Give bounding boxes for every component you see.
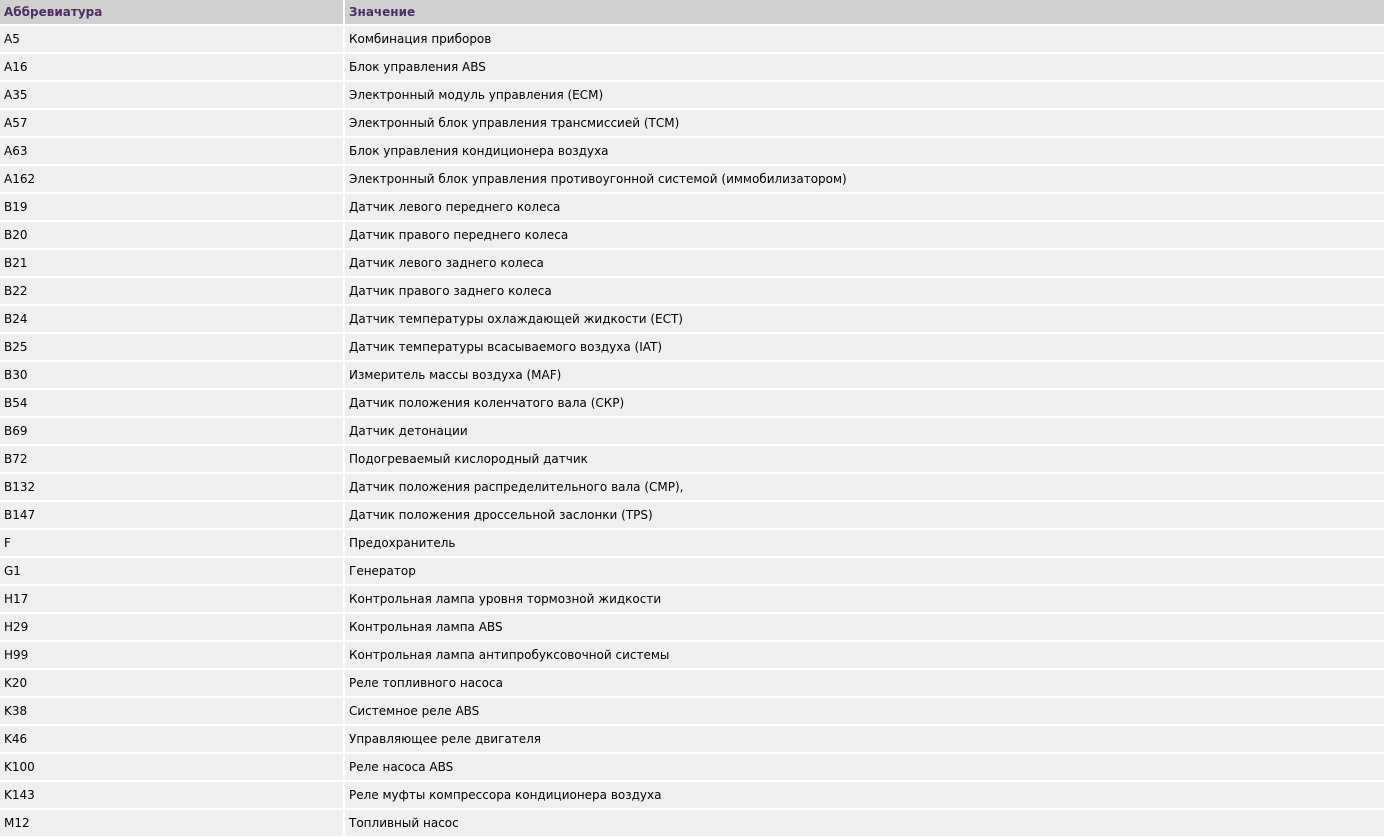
abbreviation-cell: B54 (0, 390, 343, 416)
table-row (0, 194, 1384, 220)
abbreviation-cell: K143 (0, 782, 343, 808)
table-row (0, 334, 1384, 360)
abbreviation-cell: A162 (0, 166, 343, 192)
meaning-cell: Контрольная лампа ABS (345, 614, 1384, 640)
table-row (0, 726, 1384, 752)
column-header-meaning: Значение (345, 0, 1384, 24)
meaning-cell: Датчик левого переднего колеса (345, 194, 1384, 220)
abbreviation-cell: B30 (0, 362, 343, 388)
abbreviation-cell: K38 (0, 698, 343, 724)
meaning-cell: Датчик температуры охлаждающей жидкости (ЕСТ) (345, 306, 1384, 332)
meaning-cell: Датчик правого переднего колеса (345, 222, 1384, 248)
table-row (0, 810, 1384, 836)
table-row (0, 250, 1384, 276)
table-row (0, 362, 1384, 388)
meaning-cell: Датчик положения дроссельной заслонки (TPS) (345, 502, 1384, 528)
table-row (0, 670, 1384, 696)
meaning-cell: Контрольная лампа уровня тормозной жидкости (345, 586, 1384, 612)
abbreviation-cell: A16 (0, 54, 343, 80)
meaning-cell: Реле топливного насоса (345, 670, 1384, 696)
table-header-row (0, 0, 1384, 24)
abbreviation-cell: K20 (0, 670, 343, 696)
meaning-cell: Электронный блок управления трансмиссией (ТСМ) (345, 110, 1384, 136)
meaning-cell: Системное реле ABS (345, 698, 1384, 724)
abbreviation-cell: G1 (0, 558, 343, 584)
abbreviation-cell: B147 (0, 502, 343, 528)
table-row (0, 390, 1384, 416)
meaning-cell: Генератор (345, 558, 1384, 584)
abbreviation-cell: B69 (0, 418, 343, 444)
table-row (0, 642, 1384, 668)
meaning-cell: Электронный блок управления противоугонной системой (иммобилизатором) (345, 166, 1384, 192)
table-row (0, 166, 1384, 192)
table-row (0, 446, 1384, 472)
table-row (0, 26, 1384, 52)
table-body (0, 26, 1384, 836)
abbreviation-cell: K100 (0, 754, 343, 780)
abbreviation-cell: A35 (0, 82, 343, 108)
abbreviation-cell: K46 (0, 726, 343, 752)
abbreviation-cell: B24 (0, 306, 343, 332)
abbreviation-cell: H17 (0, 586, 343, 612)
abbreviation-cell: B132 (0, 474, 343, 500)
meaning-cell: Контрольная лампа антипробуксовочной системы (345, 642, 1384, 668)
table-row (0, 306, 1384, 332)
meaning-cell: Датчик детонации (345, 418, 1384, 444)
table-row (0, 222, 1384, 248)
table-row (0, 698, 1384, 724)
abbreviation-cell: A63 (0, 138, 343, 164)
abbreviation-cell: F (0, 530, 343, 556)
table-row (0, 138, 1384, 164)
meaning-cell: Комбинация приборов (345, 26, 1384, 52)
abbreviation-cell: H29 (0, 614, 343, 640)
table-row (0, 474, 1384, 500)
table-row (0, 110, 1384, 136)
meaning-cell: Реле муфты компрессора кондиционера воздуха (345, 782, 1384, 808)
table-row (0, 754, 1384, 780)
table-row (0, 418, 1384, 444)
abbreviation-cell: M12 (0, 810, 343, 836)
meaning-cell: Электронный модуль управления (ЕСМ) (345, 82, 1384, 108)
meaning-cell: Предохранитель (345, 530, 1384, 556)
abbreviation-cell: H99 (0, 642, 343, 668)
abbreviation-cell: B19 (0, 194, 343, 220)
meaning-cell: Датчик правого заднего колеса (345, 278, 1384, 304)
abbreviation-cell: A5 (0, 26, 343, 52)
meaning-cell: Измеритель массы воздуха (MAF) (345, 362, 1384, 388)
table-row (0, 502, 1384, 528)
table-row (0, 54, 1384, 80)
meaning-cell: Блок управления ABS (345, 54, 1384, 80)
meaning-cell: Датчик положения коленчатого вала (СКР) (345, 390, 1384, 416)
meaning-cell: Реле насоса ABS (345, 754, 1384, 780)
table-row (0, 782, 1384, 808)
table-row (0, 278, 1384, 304)
abbreviation-cell: B72 (0, 446, 343, 472)
table-row (0, 82, 1384, 108)
meaning-cell: Управляющее реле двигателя (345, 726, 1384, 752)
table-row (0, 586, 1384, 612)
meaning-cell: Подогреваемый кислородный датчик (345, 446, 1384, 472)
meaning-cell: Датчик положения распределительного вала (СМР), (345, 474, 1384, 500)
meaning-cell: Датчик температуры всасываемого воздуха (IAT) (345, 334, 1384, 360)
meaning-cell: Датчик левого заднего колеса (345, 250, 1384, 276)
abbreviation-cell: B21 (0, 250, 343, 276)
table-row (0, 614, 1384, 640)
abbreviation-cell: B22 (0, 278, 343, 304)
meaning-cell: Топливный насос (345, 810, 1384, 836)
abbreviation-cell: B25 (0, 334, 343, 360)
abbreviation-cell: A57 (0, 110, 343, 136)
table-row (0, 530, 1384, 556)
abbreviation-cell: B20 (0, 222, 343, 248)
table-row (0, 558, 1384, 584)
column-header-abbreviation: Аббревиатура (0, 0, 343, 24)
meaning-cell: Блок управления кондиционера воздуха (345, 138, 1384, 164)
